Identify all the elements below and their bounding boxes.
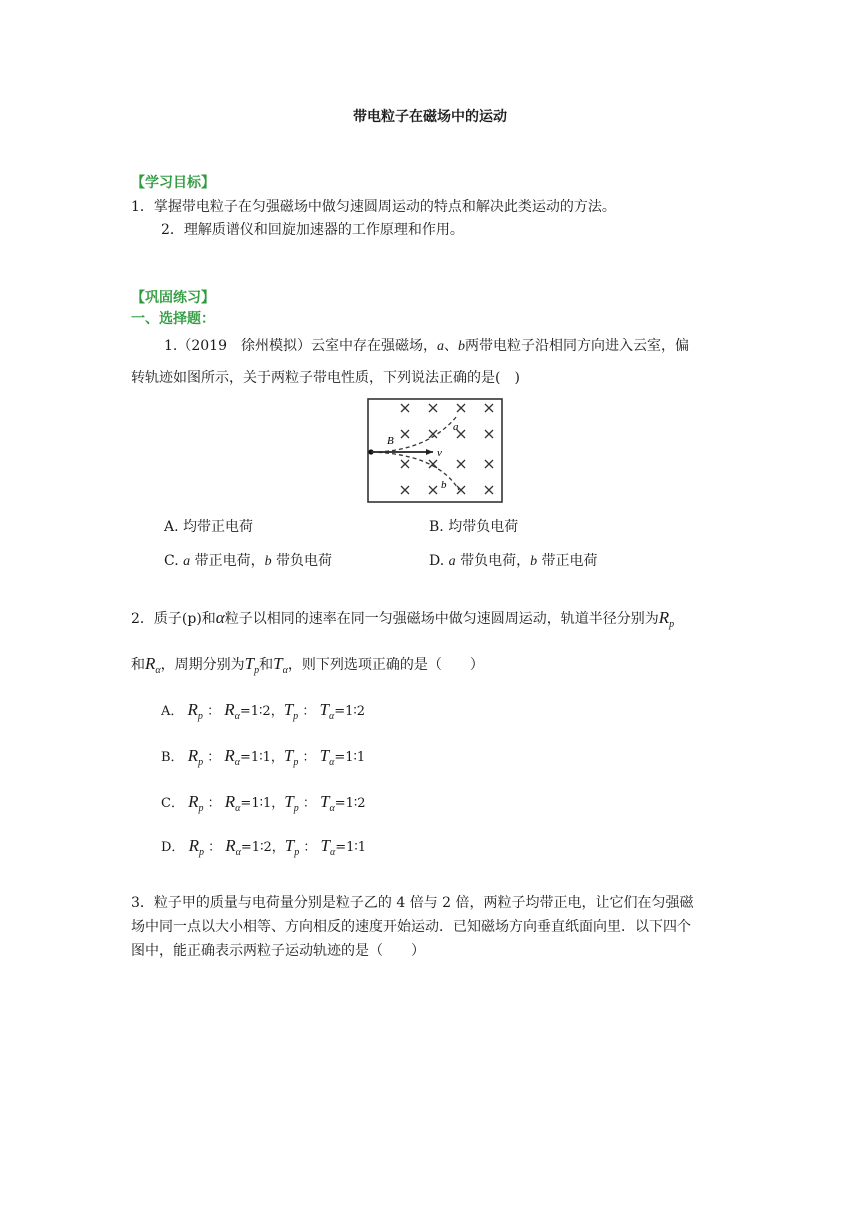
cloud-chamber-figure: [367, 398, 503, 503]
label-a: a: [453, 421, 459, 433]
page-title: 带电粒子在磁场中的运动: [353, 109, 507, 125]
q2-option-c[interactable]: C． $R_p$ ： $R_\alpha=1∶1$，$T_p$ ： $T_\alpha=1∶2$: [161, 792, 366, 814]
q2-option-a[interactable]: A． $R_p$ ： $R_\alpha=1∶2$，$T_p$ ： $T_\alpha=1∶2$: [161, 700, 366, 722]
label-v: v: [437, 447, 442, 459]
q3-line-2: 场中同一点以大小相等、方向相反的速度开始运动．已知磁场方向垂直纸面向里．以下四个: [131, 919, 691, 935]
q1-option-d[interactable]: D. a 带负电荷，b 带正电荷: [429, 553, 598, 569]
practice-heading: 【巩固练习】: [131, 290, 215, 306]
q2-line-1: 2．质子(p)和α粒子以相同的速率在同一匀强磁场中做匀速圆周运动，轨道半径分别为$R_p$: [131, 608, 675, 630]
objective-item-1: 1．掌握带电粒子在匀强磁场中做匀速圆周运动的特点和解决此类运动的方法。: [131, 199, 616, 215]
label-B: B: [387, 435, 394, 447]
q1-line-1: 1.（2019 徐州模拟）云室中存在强磁场，a、b两带电粒子沿相同方向进入云室，偏: [164, 338, 689, 354]
section-heading: 一、选择题：: [131, 311, 215, 327]
q1-option-c[interactable]: C. a 带正电荷，b 带负电荷: [164, 553, 333, 569]
q1-line-2: 转轨迹如图所示，关于两粒子带电性质，下列说法正确的是( ): [131, 370, 520, 386]
q2-line-2: 和$R_\alpha$，周期分别为$T_p$和$T_\alpha$，则下列选项正确的是（ ）: [131, 654, 484, 676]
q1-option-a[interactable]: A. 均带正电荷: [164, 519, 254, 535]
objectives-heading: 【学习目标】: [131, 175, 215, 191]
label-b: b: [441, 479, 447, 491]
q2-option-b[interactable]: B． $R_p$ ： $R_\alpha=1∶1$，$T_p$ ： $T_\alpha=1∶1$: [161, 746, 366, 768]
q2-option-d[interactable]: D． $R_p$ ： $R_\alpha=1∶2$，$T_p$ ： $T_\alpha=1∶1$: [161, 836, 367, 858]
objective-item-2: 2．理解质谱仪和回旋加速器的工作原理和作用。: [161, 222, 464, 238]
q3-line-3: 图中，能正确表示两粒子运动轨迹的是（ ）: [131, 943, 425, 959]
q3-line-1: 3．粒子甲的质量与电荷量分别是粒子乙的 4 倍与 2 倍，两粒子均带正电，让它们在匀强磁: [131, 895, 694, 911]
q1-option-b[interactable]: B. 均带负电荷: [429, 519, 519, 535]
